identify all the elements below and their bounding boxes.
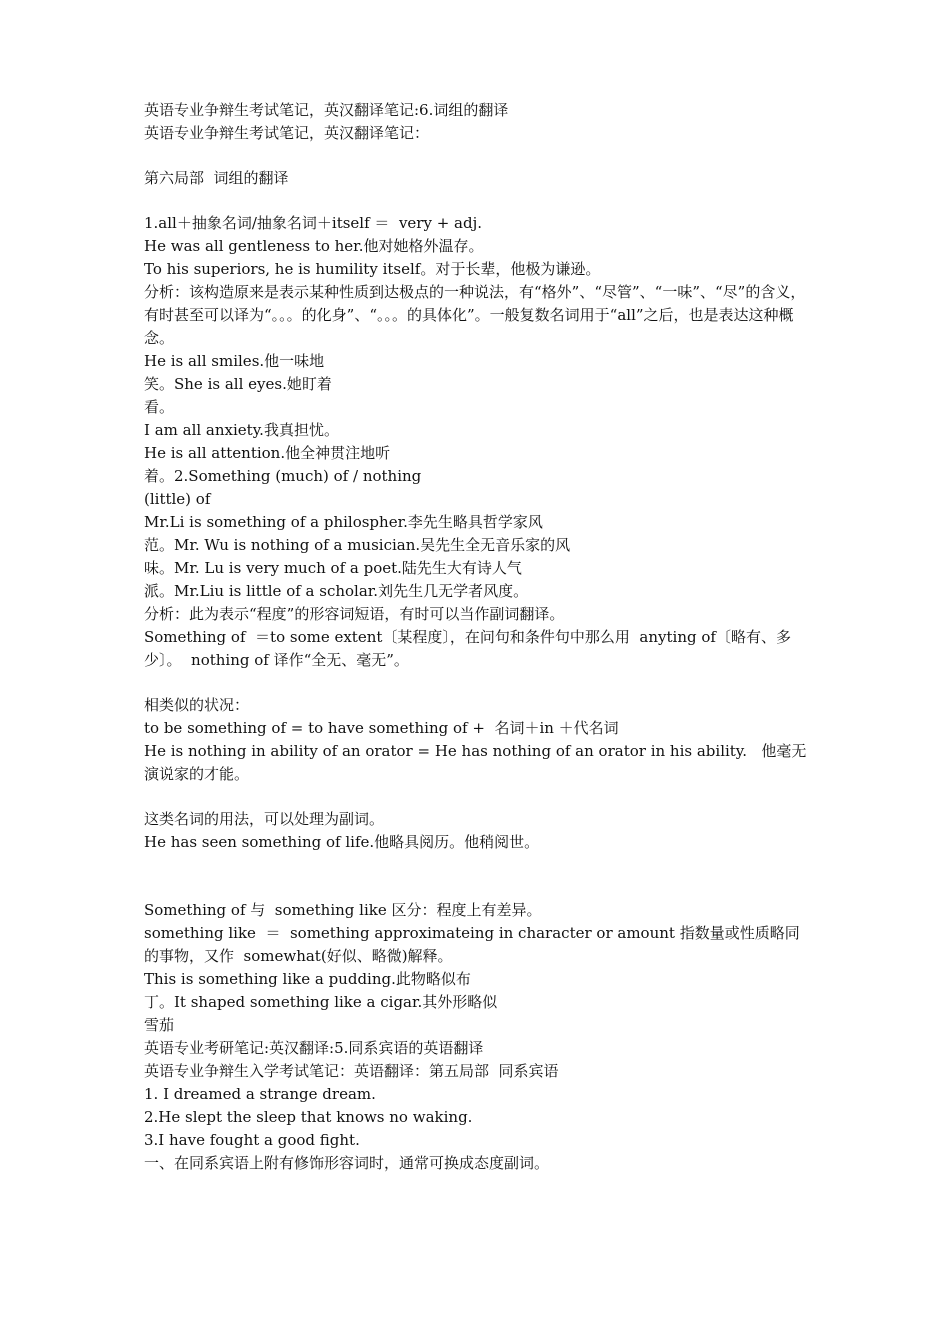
paragraph-line: He is all smiles.他一味地 (144, 352, 325, 370)
analysis-paragraph: 分析：此为表示“程度”的形容词短语，有时可以当作副词翻译。 (144, 605, 565, 623)
paragraph-line: 这类名词的用法，可以处理为副词。 (144, 810, 385, 828)
paragraph-line: This is something like a pudding.此物略似布 (144, 970, 471, 988)
example-line: 3.I have fought a good fight. (144, 1131, 360, 1149)
paragraph-line: 范。Mr. Wu is nothing of a musician.吴先生全无音乐家的风 (144, 536, 571, 554)
paragraph-line: 看。 (144, 398, 175, 416)
paragraph-line: (little) of (144, 490, 211, 508)
paragraph-line: 丁。It shaped something like a cigar.其外形略似 (144, 993, 498, 1011)
blank-line (144, 854, 808, 899)
blank-line (144, 672, 808, 694)
paragraph-line: 味。Mr. Lu is very much of a poet.陆先生大有诗人气 (144, 559, 522, 577)
paragraph-line: 雪茄 (144, 1016, 175, 1034)
paragraph-line: 笑。She is all eyes.她盯着 (144, 375, 332, 393)
paragraph-line: He is nothing in ability of an orator = He has nothing of an orator in his ability. 他毫无演说家的才能。 (144, 742, 807, 783)
section-heading: 第六局部 词组的翻译 (144, 169, 289, 187)
paragraph-line: to be something of = to have something of + 名词＋in ＋代名词 (144, 719, 619, 737)
doc-subtitle: 英语专业争辩生考试笔记，英汉翻译笔记： (144, 124, 430, 142)
blank-line (144, 786, 808, 808)
paragraph-line: Something of ＝to some extent〔某程度〕，在问句和条件句中那么用 anyting of〔略有、多少〕。 nothing of 译作“全无、毫无”。 (144, 628, 791, 669)
blank-line (144, 190, 808, 212)
example-line: 2.He slept the sleep that knows no waking. (144, 1108, 473, 1126)
document-page (144, 99, 808, 1175)
paragraph-line: I am all anxiety.我真担忧。 (144, 421, 339, 439)
paragraph-line: 着。2.Something (much) of / nothing (144, 467, 422, 485)
blank-line (144, 145, 808, 167)
paragraph-line: He has seen something of life.他略具阅历。他稍阅世。 (144, 833, 540, 851)
paragraph-line: 派。Mr.Liu is little of a scholar.刘先生几无学者风度。 (144, 582, 529, 600)
doc-title: 英语专业争辩生考试笔记，英汉翻译笔记:6.词组的翻译 (144, 101, 509, 119)
paragraph-line: 1.all＋抽象名词/抽象名词＋itself ＝ very + adj. (144, 214, 483, 232)
paragraph-line: 相类似的状况： (144, 696, 250, 714)
example-line: 1. I dreamed a strange dream. (144, 1085, 376, 1103)
paragraph-line: He was all gentleness to her.他对她格外温存。 (144, 237, 484, 255)
paragraph-line: Mr.Li is something of a philospher.李先生略具哲学家风 (144, 513, 543, 531)
paragraph-line: He is all attention.他全神贯注地听 (144, 444, 391, 462)
paragraph-line: Something of 与 something like 区分：程度上有差异。 (144, 901, 542, 919)
analysis-paragraph: 分析：该构造原来是表示某种性质到达极点的一种说法，有“格外”、“尽管”、“一味”、“尽”的含义，有时甚至可以译为“。。。的化身”、“。。。的具体化”。一般复数名词用于“all”之后，也是表达这种概念。 (144, 283, 806, 347)
paragraph-line: 一、在同系宾语上附有修饰形容词时，通常可换成态度副词。 (144, 1154, 550, 1172)
paragraph-line: something like ＝ something approximateing in character or amount 指数量或性质略同的事物，又作 somewhat(好似、略微)解释。 (144, 924, 800, 965)
section-title: 英语专业考研笔记:英汉翻译:5.同系宾语的英语翻译 (144, 1039, 484, 1057)
section-subtitle: 英语专业争辩生入学考试笔记：英语翻译：第五局部 同系宾语 (144, 1062, 559, 1080)
paragraph-line: To his superiors, he is humility itself。对于长辈，他极为谦逊。 (144, 260, 601, 278)
